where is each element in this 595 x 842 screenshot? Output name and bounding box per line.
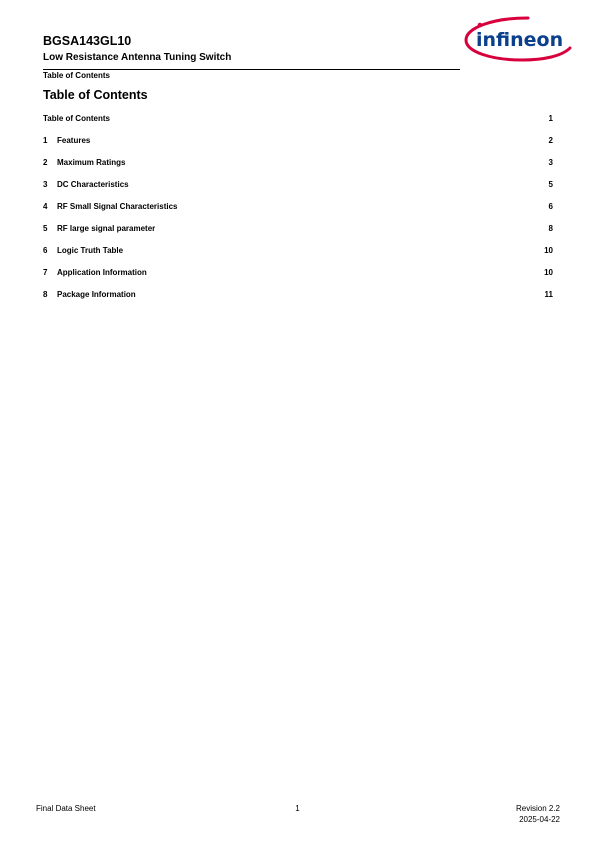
toc-entry[interactable]	[43, 179, 553, 201]
toc-entry-title[interactable]: Logic Truth Table	[57, 246, 124, 255]
document-title: BGSA143GL10	[43, 34, 132, 48]
toc-entry-title[interactable]: Application Information	[57, 268, 147, 277]
toc-entry-title[interactable]: Package Information	[57, 290, 136, 299]
toc-entry-number: 5	[43, 224, 48, 233]
toc-entry-title[interactable]: Table of Contents	[43, 114, 110, 123]
toc-entry-title[interactable]: RF Small Signal Characteristics	[57, 202, 178, 211]
toc-entry-page[interactable]: 8	[548, 224, 553, 233]
toc-entry-page[interactable]: 2	[548, 136, 553, 145]
toc-entry-number: 1	[43, 136, 48, 145]
toc-entry-page[interactable]: 10	[544, 268, 553, 277]
toc-entry[interactable]	[43, 157, 553, 179]
toc-entry[interactable]	[43, 135, 553, 157]
toc-heading: Table of Contents	[43, 88, 148, 102]
table-of-contents	[43, 113, 553, 311]
toc-entry-number: 6	[43, 246, 48, 255]
footer-date: 2025-04-22	[519, 815, 560, 824]
toc-entry-page[interactable]: 10	[544, 246, 553, 255]
toc-entry-title[interactable]: Maximum Ratings	[57, 158, 126, 167]
toc-entry[interactable]	[43, 113, 553, 135]
toc-entry[interactable]	[43, 223, 553, 245]
document-subtitle: Low Resistance Antenna Tuning Switch	[43, 52, 232, 63]
logo-dot-icon	[478, 23, 483, 28]
toc-entry-page[interactable]: 3	[548, 158, 553, 167]
toc-entry-number: 8	[43, 290, 48, 299]
toc-entry-page[interactable]: 6	[548, 202, 553, 211]
toc-entry-page[interactable]: 11	[544, 290, 553, 299]
footer-page-number: 1	[295, 804, 300, 813]
toc-entry-number: 4	[43, 202, 48, 211]
toc-entry[interactable]	[43, 289, 553, 311]
toc-entry-number: 3	[43, 180, 48, 189]
infineon-logo	[462, 16, 574, 66]
toc-entry-page[interactable]: 1	[548, 114, 553, 123]
toc-entry-number: 7	[43, 268, 48, 277]
document-header	[43, 34, 460, 64]
toc-entry[interactable]	[43, 201, 553, 223]
footer-doc-type: Final Data Sheet	[36, 804, 96, 813]
toc-entry-page[interactable]: 5	[548, 180, 553, 189]
footer-revision-block	[516, 803, 560, 825]
toc-entry-title[interactable]: DC Characteristics	[57, 180, 129, 189]
toc-entry-title[interactable]: Features	[57, 136, 91, 145]
header-divider	[43, 69, 460, 70]
logo-wordmark: infineon	[476, 29, 564, 51]
toc-entry[interactable]	[43, 245, 553, 267]
toc-entry-title[interactable]: RF large signal parameter	[57, 224, 156, 233]
running-section-label: Table of Contents	[43, 71, 110, 80]
toc-entry-number: 2	[43, 158, 48, 167]
toc-entry[interactable]	[43, 267, 553, 289]
footer-revision: Revision 2.2	[515, 804, 560, 813]
